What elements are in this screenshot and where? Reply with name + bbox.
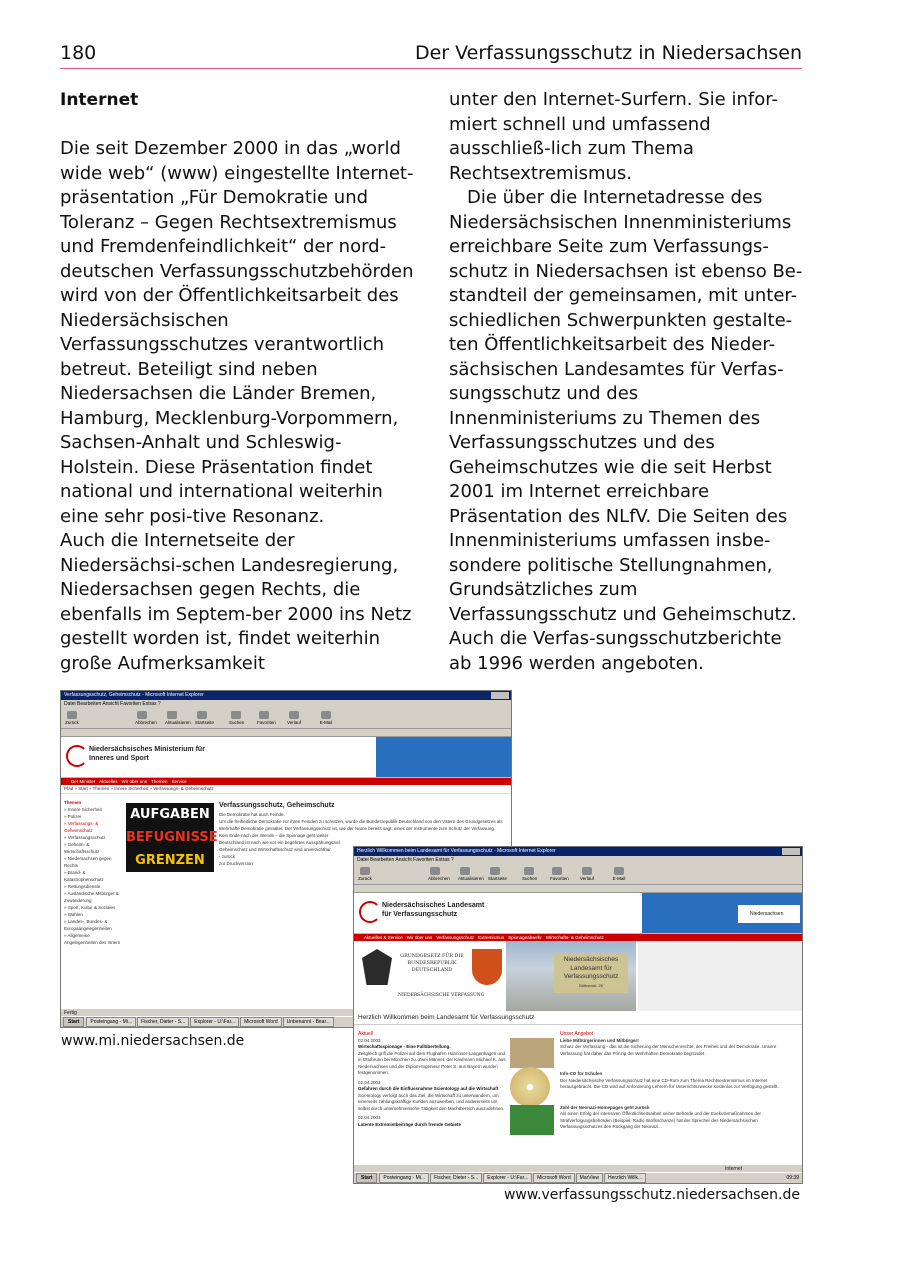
caption-mi-url: www.mi.niedersachsen.de bbox=[61, 1033, 245, 1049]
mail-icon bbox=[614, 867, 624, 875]
breadcrumb: Pfad » Start » Themen » Innere Sicherheit » Verfassungs- & Geheimschutz bbox=[61, 785, 511, 794]
paragraph: Die seit Dezember 2000 in das „world wide web“ (www) eingestellte Internet-präsentation „Für Demokratie und Toleranz – Gegen Rechtsextremismus und Fremdenfeindlichkeit“ der nord-deutschen Verfassungsschutzbehörden wird von der Öffentlichkeitsarbeit des Niedersächsischen Verfassungsschutzes verantwortlich betreut. Beteiligt sind neben Niedersachsen die Länder Bremen, Hamburg, Mecklenburg-Vorpommern, Sachsen-Anhalt und Schleswig-Holstein. Diese Präsentation findet national und international weiterhin eine sehr posi-tive Resonanz. bbox=[60, 138, 414, 527]
site-header bbox=[61, 737, 511, 778]
sidebar-item: » Rettungsdienste bbox=[64, 884, 101, 889]
news-date: 02.04.2003 bbox=[358, 1115, 381, 1120]
cd-rom-icon bbox=[510, 1067, 550, 1107]
promo-word: BEFUGNISSE bbox=[126, 826, 214, 849]
main-line: Um die freiheitliche Demokratie vor ihren Feinden zu schützen, wurde die Bundesrepublik Deutschland von den Vätern des Grundgesetzes als Wehrhafte Demokratie gestaltet. Der Verfassungsschutz ist, wie der Name bereits sagt, eines der Instrumente zum Schutz der Verfassung. bbox=[219, 819, 503, 831]
verfassung-label: NIEDERSÄCHSISCHE VERFASSUNG bbox=[398, 993, 485, 998]
brand-box bbox=[738, 905, 800, 923]
offer-item bbox=[560, 1071, 798, 1091]
offer-title: Info-CD für Schulen bbox=[560, 1071, 603, 1076]
main-line: Geheimschutz und Wirtschaftsschutz sind unverzichtbar. bbox=[219, 847, 332, 852]
taskbar-item: Fischer, Dieter - S... bbox=[137, 1017, 189, 1027]
search-panel bbox=[376, 737, 511, 777]
back-button: Zurück bbox=[65, 711, 79, 725]
nav-item: Verfassungsschutz bbox=[436, 935, 475, 940]
status-bar: Fertig bbox=[61, 1009, 511, 1017]
portrait-photo bbox=[510, 1038, 554, 1068]
news-text: Zeitgleich griff die Polizei auf dem Flughafen Hannover-Langenhagen und in Ottobrunn bei München zu. Zwei Männer, der Kaufmann Michael K. aus Niedersachsen und der Diplom-Ingenieur Peter S. aus Bayern wurden festgenommen. bbox=[358, 1050, 506, 1075]
grundgesetz-label: GRUNDGESETZ FÜR DIE BUNDESREPUBLIK DEUTSCHLAND bbox=[400, 954, 464, 973]
promo-word: AUFGABEN bbox=[126, 803, 214, 826]
window-controls bbox=[782, 848, 800, 855]
offer-title: Liebe Mitbürgerinnen und Mitbürger! bbox=[560, 1037, 639, 1043]
news-column bbox=[358, 1031, 508, 1128]
section-heading: Internet bbox=[60, 90, 139, 110]
caption-verfassungsschutz-url: www.verfassungsschutz.niedersachsen.de bbox=[503, 1187, 800, 1203]
window-title-bar bbox=[354, 847, 802, 856]
sidebar-item: » Geheim- & Wirtschaftsschutz bbox=[64, 842, 100, 854]
sidebar-item: » Sport, Kultur & Soziales bbox=[64, 905, 116, 910]
main-line: Kein Ende nach der Wende – die Spionage geht weiter bbox=[219, 833, 329, 838]
nav-item: Spionageabwehr bbox=[508, 935, 542, 940]
browser-toolbar bbox=[354, 864, 802, 885]
running-header bbox=[60, 40, 802, 69]
search-icon bbox=[231, 711, 241, 719]
nav-item: Service bbox=[171, 779, 187, 784]
sidebar-item: » Wahlen bbox=[64, 912, 83, 917]
refresh-button: Aktualisieren bbox=[458, 867, 472, 881]
nav-item: Themen bbox=[151, 779, 168, 784]
star-icon bbox=[259, 711, 269, 719]
taskbar-item: MarView bbox=[576, 1173, 603, 1183]
news-date: 02.04.2003 bbox=[358, 1037, 381, 1043]
hero-side-panel bbox=[638, 941, 802, 1011]
taskbar-item: Fischer, Dieter - S... bbox=[430, 1173, 482, 1183]
mail-button: E-Mail bbox=[319, 711, 333, 725]
sidebar-item: » Verfassungsschutz bbox=[64, 835, 106, 840]
news-title: Gefahren durch die Einflussnahme Scientology auf die Wirtschaft bbox=[358, 1086, 499, 1091]
screenshot-verfassungsschutz-website bbox=[353, 846, 803, 1184]
window-controls bbox=[491, 692, 509, 699]
left-column bbox=[60, 88, 416, 676]
site-header bbox=[354, 893, 802, 934]
nav-item: Der Minister bbox=[71, 779, 96, 784]
news-heading: Aktuell bbox=[358, 1031, 374, 1037]
nav-item: Wirtschafts- & Geheimschutz bbox=[545, 935, 604, 940]
main-line: ‹ zurück bbox=[219, 854, 236, 859]
taskbar-item: Microsoft Word bbox=[240, 1017, 282, 1027]
taskbar-clock: 09:39 bbox=[786, 1175, 799, 1181]
status-zone: Internet bbox=[725, 1166, 742, 1172]
offer-title: Zahl der Neonazi-Homepages geht zurück bbox=[560, 1104, 650, 1110]
site-title: Niedersächsisches Ministerium für Inneres und Sport bbox=[89, 746, 205, 762]
window-title: Verfassungsschutz, Geheimschutz - Microsoft Internet Explorer bbox=[64, 692, 204, 698]
sidebar-item: » Polizei bbox=[64, 814, 82, 819]
site-nav bbox=[354, 934, 802, 941]
paragraph: Die über die Internetadresse des Niedersächsischen Innenministeriums erreichbare Seite zum Verfassungs-schutz in Niedersachsen ist ebenso Be-standteil der gemeinsamen, mit unter-schiedlichen Schwerpunkten gestalte-ten Öffentlichkeitsarbeit des Nieder-sächsischen Landesamtes für Verfas-sungsschutz und des Innenministeriums zu Themen des Verfassungsschutzes und des Geheimschutzes wie die seit Herbst 2001 im Internet erreichbare Präsentation des NLfV. Die Seiten des Innenministeriums umfassen insbe-sondere politische Stellungnahmen, Grundsätzliches zum Verfassungsschutz und Geheimschutz. Auch die Verfas-sungsschutzberichte ab 1996 werden angeboten. bbox=[449, 187, 803, 674]
search-panel bbox=[642, 893, 802, 933]
promo-words bbox=[126, 803, 218, 872]
site-nav bbox=[61, 778, 511, 785]
taskbar-item: Explorer - U:\Far... bbox=[190, 1017, 239, 1027]
taskbar-item: Posteingang - Mi... bbox=[379, 1173, 429, 1183]
back-button: Zurück bbox=[358, 867, 372, 881]
news-text: Scientology verfolgt auch das Ziel, die Wirtschaft zu unterwandern, um einerseits zahlungskräftige Kunden anzuwerben, und andererseits um selbst durch unternehmerische Tätigkeit den Machtbereich auszudehnen. bbox=[358, 1092, 505, 1111]
star-icon bbox=[552, 867, 562, 875]
nav-item: Aktuelles bbox=[99, 779, 118, 784]
address-bar bbox=[61, 729, 511, 737]
paragraph: Auch die Internetseite der Niedersächsi-schen Landesregierung, Niedersachsen gegen Rechts, die ebenfalls im Septem-ber 2000 ins Netz gestellt worden ist, findet weiterhin große Aufmerksamkeit bbox=[60, 530, 412, 674]
offer-text: Schutz der Verfassung - das ist die Sicherung der Menschenrechte, der Freiheit und der Demokratie. Unsere Verfassung hat daher das Prinzip der Wehrhaften Demokratie begründet. bbox=[560, 1044, 777, 1056]
building-label: Niedersächsisches Landesamt für Verfassungsschutz bbox=[563, 956, 619, 980]
home-icon bbox=[490, 867, 500, 875]
favorites-button: Favoriten bbox=[257, 711, 271, 725]
nav-item: Wir über uns bbox=[406, 935, 433, 940]
sidebar-heading: Themen bbox=[64, 800, 82, 805]
news-date: 02.04.2003 bbox=[358, 1079, 381, 1085]
browser-toolbar bbox=[61, 708, 511, 729]
history-icon bbox=[582, 867, 592, 875]
federal-eagle-icon bbox=[362, 949, 392, 985]
taskbar-item: Posteingang - Mi... bbox=[86, 1017, 136, 1027]
search-button: Suchen bbox=[522, 867, 536, 881]
back-icon bbox=[360, 867, 370, 875]
stop-button: Abbrechen bbox=[428, 867, 442, 881]
main-line: Deutschland ist nach wie vor ein begehrtes Ausspähungsziel. bbox=[219, 840, 342, 845]
main-line: Die Demokratie hat auch Feinde. bbox=[219, 812, 285, 817]
menu-bar: Datei Bearbeiten Ansicht Favoriten Extras ? bbox=[354, 856, 802, 864]
search-button: Suchen bbox=[229, 711, 243, 725]
history-button: Verlauf bbox=[287, 711, 301, 725]
taskbar-item: Unbenannt - Bear... bbox=[283, 1017, 334, 1027]
stop-icon bbox=[430, 867, 440, 875]
sidebar-item: » Ausländische Mitbürger & Zuwanderung bbox=[64, 891, 119, 903]
hero-banner bbox=[354, 941, 802, 1011]
back-icon bbox=[67, 711, 77, 719]
sidebar-item: » Allgemeine Angelegenheiten des Innern bbox=[64, 933, 121, 945]
history-icon bbox=[289, 711, 299, 719]
page-number: 180 bbox=[60, 42, 97, 64]
home-icon bbox=[197, 711, 207, 719]
menu-bar: Datei Bearbeiten Ansicht Favoriten Extras ? bbox=[61, 700, 511, 708]
taskbar-item: Explorer - U:\Far... bbox=[483, 1173, 532, 1183]
running-title: Der Verfassungsschutz in Niedersachsen bbox=[414, 42, 802, 64]
right-column bbox=[449, 88, 805, 676]
sidebar-item: » Landes-, Bundes- & Europaangelegenheiten bbox=[64, 919, 112, 931]
nav-item: Extremismus bbox=[478, 935, 505, 940]
start-button: Start bbox=[356, 1173, 377, 1183]
refresh-button: Aktualisieren bbox=[165, 711, 179, 725]
site-sidebar bbox=[61, 799, 123, 946]
site-title: Niedersächsisches Landesamt für Verfassungsschutz bbox=[382, 902, 485, 918]
paragraph: unter den Internet-Surfern. Sie infor-miert schnell und umfassend ausschließ-lich zum Thema Rechtsextremismus. bbox=[449, 89, 778, 184]
window-title-bar bbox=[61, 691, 511, 700]
office-logo-icon bbox=[359, 901, 381, 923]
ministry-logo-icon bbox=[66, 745, 88, 767]
welcome-heading: Herzlich Willkommen beim Landesamt für Verfassungsschutz bbox=[354, 1011, 802, 1025]
sidebar-item: » Niedersachsen gegen Rechts bbox=[64, 856, 112, 868]
taskbar bbox=[354, 1172, 802, 1183]
refresh-icon bbox=[167, 711, 177, 719]
start-button: Start bbox=[63, 1017, 84, 1027]
building-sign bbox=[554, 953, 628, 993]
mail-button: E-Mail bbox=[612, 867, 626, 881]
offer-item bbox=[560, 1038, 798, 1058]
lower-saxony-shield-icon bbox=[472, 949, 502, 985]
sidebar-item: » Brand- & Katastrophenschutz bbox=[64, 870, 104, 882]
stop-button: Abbrechen bbox=[135, 711, 149, 725]
offer-column bbox=[560, 1031, 798, 1131]
history-button: Verlauf bbox=[580, 867, 594, 881]
brand-label: Niedersachsen bbox=[750, 911, 784, 917]
sidebar-item: » Innere Sicherheit bbox=[64, 807, 102, 812]
offer-item bbox=[560, 1105, 798, 1131]
search-icon bbox=[524, 867, 534, 875]
offer-text: Der Niedersächsische Verfassungsschutz hat eine CD-Rom zum Thema Rechtsextremismus im Internet herausgebracht. Die CD wird auf Anforderung Lehrern für Unterrichtszwecke kostenlos zur Verfügung gestellt. bbox=[560, 1077, 779, 1089]
address-bar bbox=[354, 885, 802, 893]
offer-text: Als einen Erfolg der intensiven Öffentlichkeitsarbeit seiner Behörde und der Exekutivmaßnahmen der Strafverfolgungsbehörden (Beispiel: Radio Wolfsschanze) hat der Sprecher des Niedersächsischen Verfassungsschutzes den Rückgang der Neonazi... bbox=[560, 1111, 762, 1129]
main-line: zur Druckversion bbox=[219, 861, 253, 866]
sidebar-item: » Verfassungs- & Geheimschutz bbox=[64, 821, 99, 833]
main-heading: Verfassungsschutz, Geheimschutz bbox=[219, 802, 335, 809]
taskbar-item: Microsoft Word bbox=[533, 1173, 575, 1183]
window-title: Herzlich Willkommen beim Landesamt für Verfassungsschutz - Microsoft Internet Explorer bbox=[357, 848, 556, 854]
homepage-thumbnail bbox=[510, 1105, 554, 1135]
offer-heading: Unser Angebot bbox=[560, 1031, 594, 1037]
building-address: Büttnerstr. 28 bbox=[579, 982, 603, 988]
home-button: Startseite bbox=[488, 867, 502, 881]
nav-item: Wir über uns bbox=[121, 779, 148, 784]
taskbar-item: Herzlich Willk... bbox=[604, 1173, 646, 1183]
webpage-content bbox=[354, 893, 802, 1129]
news-title: Latente Extremistbeiträge durch fremde Gebiete bbox=[358, 1121, 462, 1127]
nav-item: Aktuelles & Service bbox=[364, 935, 403, 940]
mail-icon bbox=[321, 711, 331, 719]
home-button: Startseite bbox=[195, 711, 209, 725]
promo-word: GRENZEN bbox=[126, 849, 214, 872]
refresh-icon bbox=[460, 867, 470, 875]
stop-icon bbox=[137, 711, 147, 719]
favorites-button: Favoriten bbox=[550, 867, 564, 881]
news-title: Wirtschaftsspionage - Eine Fallübertellung. bbox=[358, 1044, 451, 1049]
